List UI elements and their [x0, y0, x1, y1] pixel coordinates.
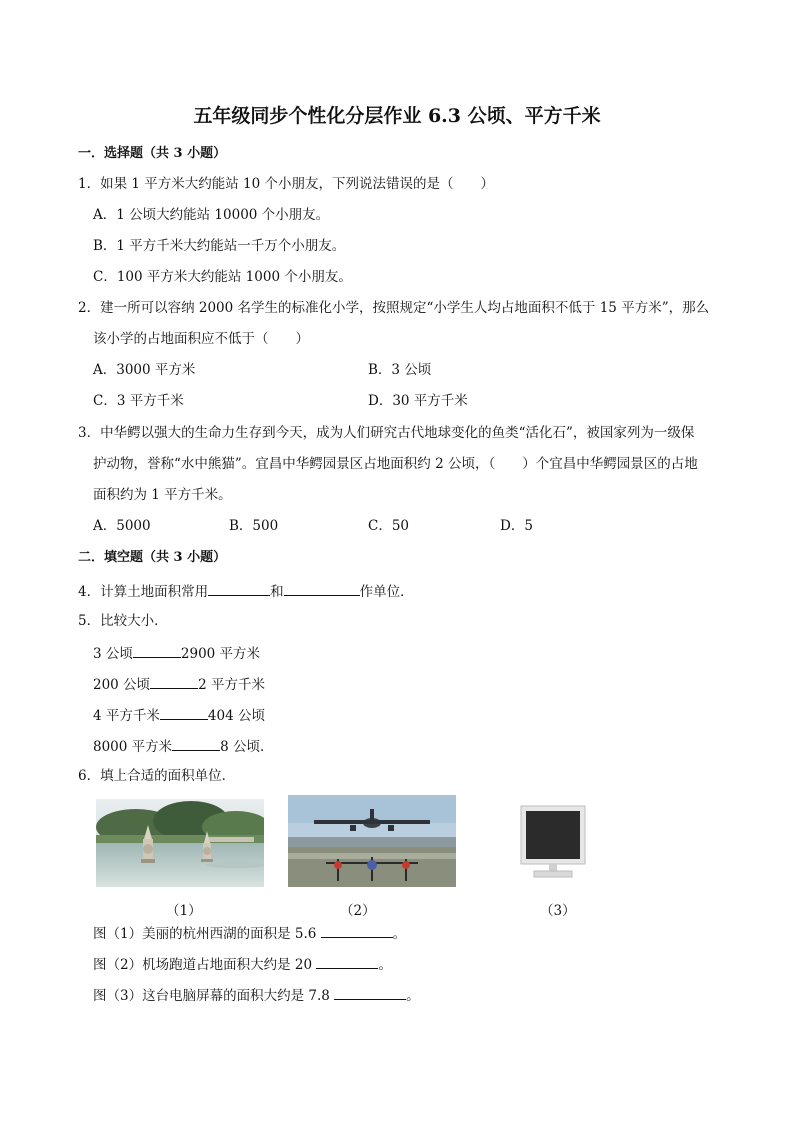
question-2-option-d[interactable]: D．30 平方千米 — [368, 393, 468, 409]
question-3-stem-line1: 3．中华鳄以强大的生命力生存到今天，成为人们研究古代地球变化的鱼类“活化石”，被国家列为一级保 — [78, 425, 695, 441]
question-4-part2: 和 — [270, 584, 284, 600]
question-2-stem-line1: 2．建一所可以容纳 2000 名学生的标准化小学，按照规定“小学生人均占地面积不低于 15 平方米”，那么 — [78, 300, 710, 316]
period: 。 — [392, 926, 407, 942]
section-heading-fill: 二．填空题（共 3 小题） — [78, 550, 227, 565]
question-1-option-a[interactable]: A．1 公顷大约能站 10000 个小朋友。 — [93, 207, 330, 223]
compare-left: 200 公顷 — [93, 677, 151, 693]
question-5-stem: 5．比较大小． — [78, 613, 168, 629]
question-1-stem: 1．如果 1 平方米大约能站 10 个小朋友，下列说法错误的是（ ） — [78, 176, 495, 192]
compare-row-3 — [93, 705, 265, 725]
compare-right: 2900 平方米 — [180, 646, 261, 662]
answer-blank[interactable] — [208, 581, 270, 596]
compare-blank[interactable] — [150, 674, 198, 689]
computer-monitor-image — [520, 805, 586, 887]
fill-text: 图（2）机场跑道占地面积大约是 20 — [93, 957, 313, 973]
question-2-option-b[interactable]: B．3 公顷 — [368, 362, 432, 378]
compare-row-4 — [93, 736, 274, 756]
question-2-option-c[interactable]: C．3 平方千米 — [93, 393, 184, 409]
fill-text: 图（1）美丽的杭州西湖的面积是 5.6 — [93, 926, 317, 942]
question-3-stem-line3: 面积约为 1 平方千米。 — [93, 487, 232, 503]
section-heading-choice: 一．选择题（共 3 小题） — [78, 146, 227, 161]
question-6-fill-3 — [93, 985, 420, 1005]
image-caption-1: （1） — [166, 903, 202, 919]
compare-right: 404 公顷 — [207, 708, 265, 724]
west-lake-image — [96, 799, 264, 887]
question-1-option-b[interactable]: B．1 平方千米大约能站一千万个小朋友。 — [93, 238, 346, 254]
period: 。 — [406, 988, 420, 1004]
question-4 — [78, 581, 414, 601]
question-6-fill-2 — [93, 954, 392, 974]
airport-runway-image — [288, 795, 456, 887]
question-1-option-c[interactable]: C．100 平方米大约能站 1000 个小朋友。 — [93, 269, 352, 285]
compare-right: 2 平方千米 — [198, 677, 265, 693]
question-3-option-a[interactable]: A．5000 — [93, 518, 151, 534]
question-6-stem: 6．填上合适的面积单位． — [78, 768, 236, 784]
answer-blank[interactable] — [321, 923, 393, 938]
compare-blank[interactable] — [160, 705, 208, 720]
answer-blank[interactable] — [284, 581, 360, 596]
compare-right: 8 公顷． — [220, 739, 274, 755]
compare-row-2 — [93, 674, 265, 694]
question-3-stem-line2: 护动物，誉称“水中熊猫”。宜昌中华鳄园景区占地面积约 2 公顷，（ ）个宜昌中华鳄园景区的占地 — [93, 456, 698, 472]
period: 。 — [378, 957, 392, 973]
compare-row-1 — [93, 643, 260, 663]
fill-text: 图（3）这台电脑屏幕的面积大约是 7.8 — [93, 988, 330, 1004]
question-2-stem-line2: 该小学的占地面积应不低于（ ） — [93, 331, 309, 347]
image-caption-2: （2） — [340, 903, 376, 919]
compare-blank[interactable] — [133, 643, 181, 658]
compare-left: 3 公顷 — [93, 646, 133, 662]
question-2-option-a[interactable]: A．3000 平方米 — [93, 362, 196, 378]
compare-blank[interactable] — [172, 736, 220, 751]
compare-left: 8000 平方米 — [93, 739, 173, 755]
question-4-part3: 作单位． — [359, 584, 414, 600]
answer-blank[interactable] — [334, 985, 406, 1000]
question-3-option-d[interactable]: D．5 — [500, 518, 533, 534]
question-3-option-b[interactable]: B．500 — [229, 518, 279, 534]
question-3-option-c[interactable]: C．50 — [368, 518, 410, 534]
page-title: 五年级同步个性化分层作业 6.3 公顷、平方千米 — [193, 105, 601, 127]
compare-left: 4 平方千米 — [93, 708, 160, 724]
question-4-part1: 4．计算土地面积常用 — [78, 584, 209, 600]
question-6-fill-1 — [93, 923, 406, 943]
image-caption-3: （3） — [540, 903, 576, 919]
answer-blank[interactable] — [316, 954, 378, 969]
